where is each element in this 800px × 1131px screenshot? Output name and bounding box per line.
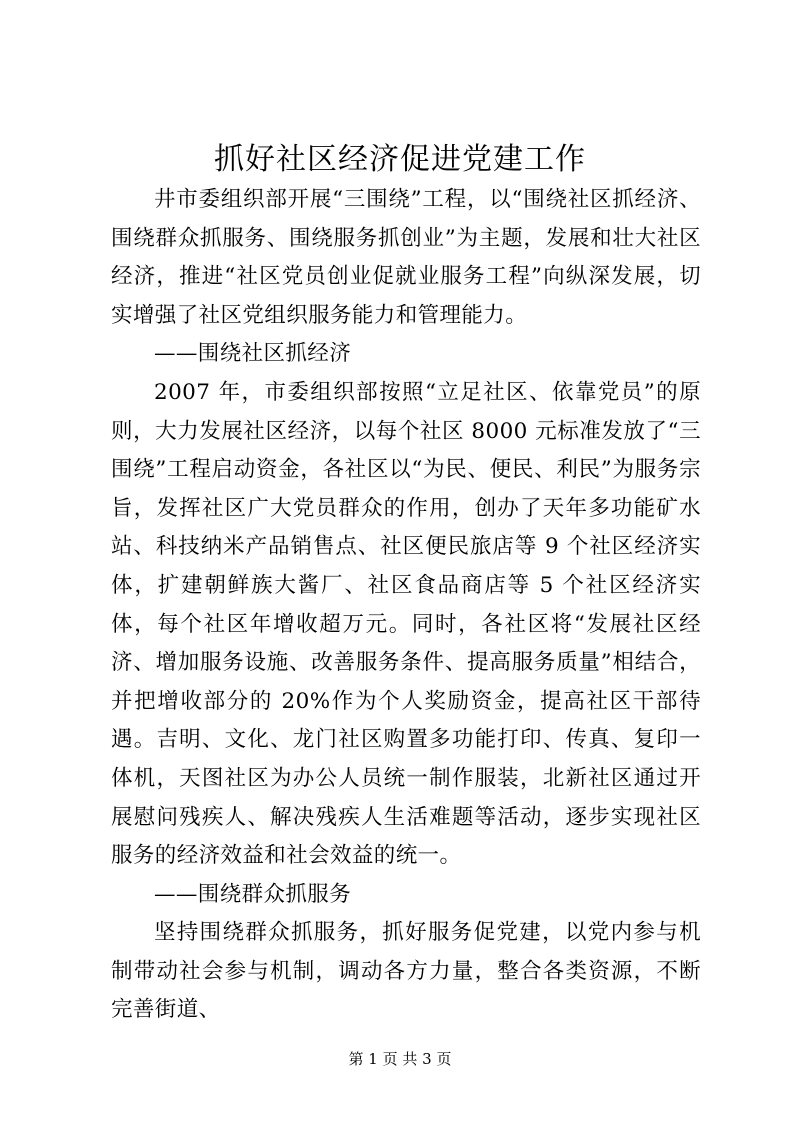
section-heading-service: ——围绕群众抓服务: [154, 881, 352, 907]
document-title: 抓好社区经济促进党建工作: [214, 142, 586, 177]
section-heading-economy: ——围绕社区抓经济: [154, 341, 352, 367]
economy-paragraph: 2007 年，市委组织部按照“立足社区、依靠党员”的原则，大力发展社区经济，以每个社区 8000 元标准发放了“三围绕”工程启动资金，各社区以“为民、便民、利民”为服务宗旨，发挥社区广大党员群众的作用，创办了天年多功能矿水站、科技纳米产品销售点、社区便民旅店等 9 个社区经济实体，扩建朝鲜族大酱厂、社区食品商店等 5 个社区经济实体，每个社区年增收超万元。同时，各社区将“发展社区经济、增加服务设施、改善服务条件、提高服务质量”相结合，并把增收部分的 20%作为个人奖励资金，提高社区干部待遇。吉明、文化、龙门社区购置多功能打印、传真、复印一体机，天图社区为办公人员统一制作服装，北新社区通过开展慰问残疾人、解决残疾人生活难题等活动，逐步实现社区服务的经济效益和社会效益的统一。: [111, 379, 701, 869]
page-footer: 第 1 页 共 3 页: [348, 1050, 452, 1068]
intro-paragraph: 井市委组织部开展“三围绕”工程，以“围绕社区抓经济、围绕群众抓服务、围绕服务抓创业”为主题，发展和壮大社区经济，推进“社区党员创业促就业服务工程”向纵深发展，切实增强了社区党组织服务能力和管理能力。: [111, 187, 701, 328]
document-body: [111, 181, 701, 1030]
service-paragraph: 坚持围绕群众抓服务，抓好服务促党建，以党内参与机制带动社会参与机制，调动各方力量，整合各类资源，不断完善街道、: [111, 920, 701, 1023]
